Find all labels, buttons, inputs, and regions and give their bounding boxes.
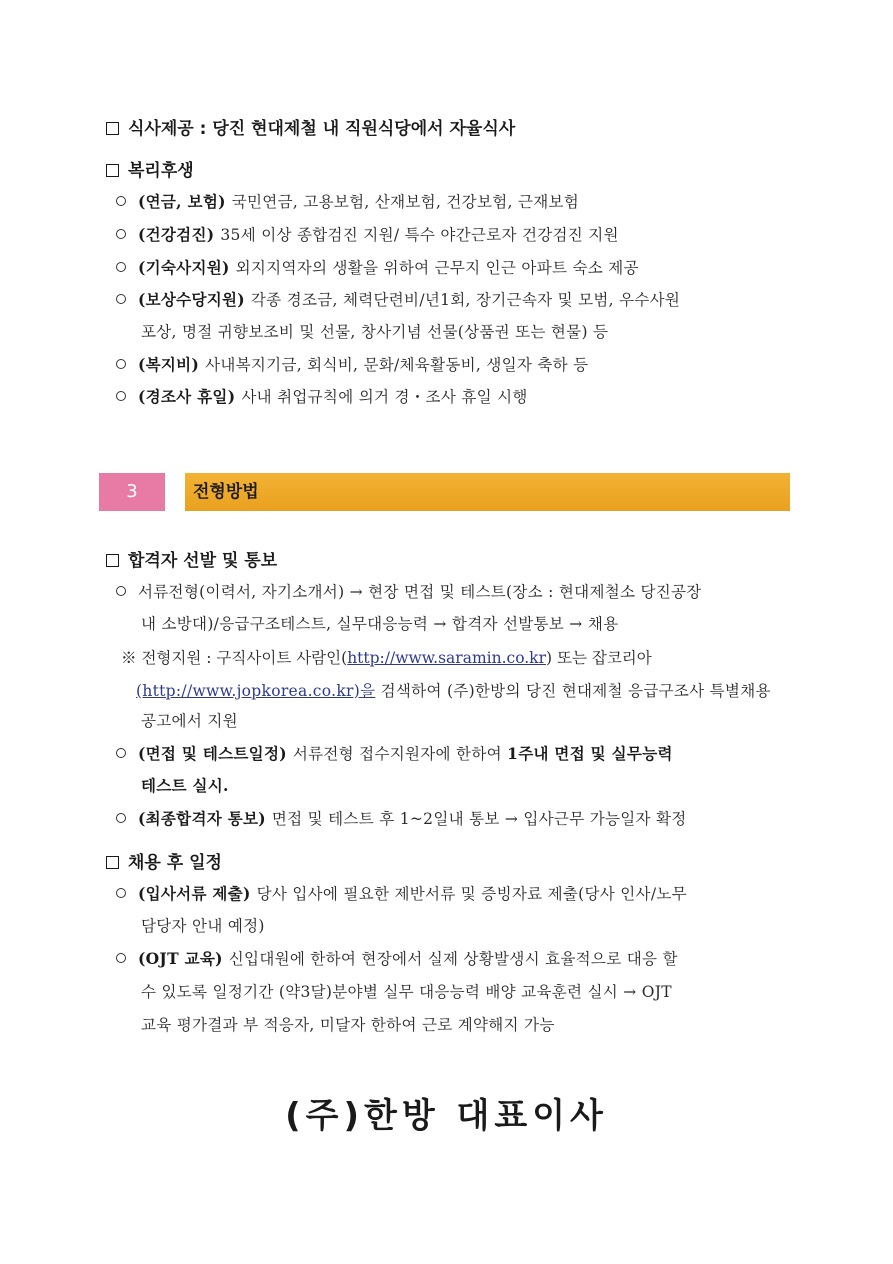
welfare-item-health-check: (건강검진) 35세 이상 종합검진 지원/ 특수 야간근로자 건강검진 지원 [116, 223, 619, 245]
selection-heading: 합격자 선발 및 통보 [106, 546, 277, 571]
checkbox-square-icon [106, 122, 119, 135]
circle-bullet-icon [116, 359, 126, 369]
welfare-heading: 복리후생 [106, 156, 194, 181]
ojt-training-continued-2: 교육 평가결과 부 적응자, 미달자 한하여 근로 계약해지 가능 [141, 1016, 555, 1034]
section-number: 3 [99, 473, 165, 511]
welfare-item-pension: (연금, 보험) 국민연금, 고용보험, 산재보험, 건강보험, 근재보험 [116, 190, 579, 212]
selection-process: 서류전형(이력서, 자기소개서) → 현장 면접 및 테스트(장소 : 현대제철소 당진공장 [116, 580, 702, 602]
circle-bullet-icon [116, 888, 126, 898]
circle-bullet-icon [116, 391, 126, 401]
ojt-training-continued-1: 수 있도록 일정기간 (약3달)분야별 실무 대응능력 배양 교육훈련 실시 → OJT [141, 983, 672, 1001]
circle-bullet-icon [116, 813, 126, 823]
welfare-item-dormitory: (기숙사지원) 외지지역자의 생활을 위하여 근무지 인근 아파트 숙소 제공 [116, 256, 639, 278]
checkbox-square-icon [106, 856, 119, 869]
application-note-end: 공고에서 지원 [141, 712, 238, 730]
checkbox-square-icon [106, 554, 119, 567]
ojt-training: (OJT 교육) 신입대원에 한하여 현장에서 실제 상황발생시 효율적으로 대응 할 [116, 947, 678, 969]
welfare-item-allowance: (보상수당지원) 각종 경조금, 체력단련비/년1회, 장기근속자 및 모범, 우수사원 [116, 288, 680, 310]
circle-bullet-icon [116, 748, 126, 758]
saramin-link[interactable]: http://www.saramin.co.kr [347, 649, 546, 667]
document-submission-continued: 담당자 안내 예정) [141, 917, 265, 935]
welfare-item-welfare-fund: (복지비) 사내복지기금, 회식비, 문화/체육활동비, 생일자 축하 등 [116, 353, 588, 375]
circle-bullet-icon [116, 262, 126, 272]
circle-bullet-icon [116, 196, 126, 206]
final-notice: (최종합격자 통보) 면접 및 테스트 후 1~2일내 통보 → 입사근무 가능일자 확정 [116, 807, 687, 829]
application-note-continued: (http://www.jopkorea.co.kr)을 검색하여 (주)한방의 당진 현대제철 응급구조사 특별채용 [136, 682, 771, 700]
interview-schedule: (면접 및 테스트일정) 서류전형 접수지원자에 한하여 1주내 면접 및 실무능력 [116, 742, 673, 764]
welfare-item-allowance-continued: 포상, 명절 귀향보조비 및 선물, 창사기념 선물(상품권 또는 현물) 등 [141, 323, 609, 341]
welfare-item-leave: (경조사 휴일) 사내 취업규칙에 의거 경・조사 휴일 시행 [116, 385, 528, 407]
company-signature: (주)한방 대표이사 [285, 1096, 608, 1136]
reference-mark: ※ [121, 649, 137, 667]
section-title: 전형방법 [185, 473, 790, 511]
circle-bullet-icon [116, 229, 126, 239]
document-submission: (입사서류 제출) 당사 입사에 필요한 제반서류 및 증빙자료 제출(당사 인사/노무 [116, 882, 687, 904]
application-note: ※ 전형지원 : 구직사이트 사람인(http://www.saramin.co.kr) 또는 잡코리아 [121, 649, 652, 667]
circle-bullet-icon [116, 953, 126, 963]
checkbox-square-icon [106, 164, 119, 177]
circle-bullet-icon [116, 294, 126, 304]
schedule-heading: 채용 후 일정 [106, 848, 222, 873]
circle-bullet-icon [116, 586, 126, 596]
jobkorea-link[interactable]: (http://www.jopkorea.co.kr)을 [136, 682, 376, 700]
interview-schedule-continued: 테스트 실시. [141, 776, 229, 795]
meal-heading: 식사제공 : 당진 현대제철 내 직원식당에서 자율식사 [106, 114, 515, 139]
selection-process-continued: 내 소방대)/응급구조테스트, 실무대응능력 → 합격자 선발통보 → 채용 [141, 615, 619, 633]
